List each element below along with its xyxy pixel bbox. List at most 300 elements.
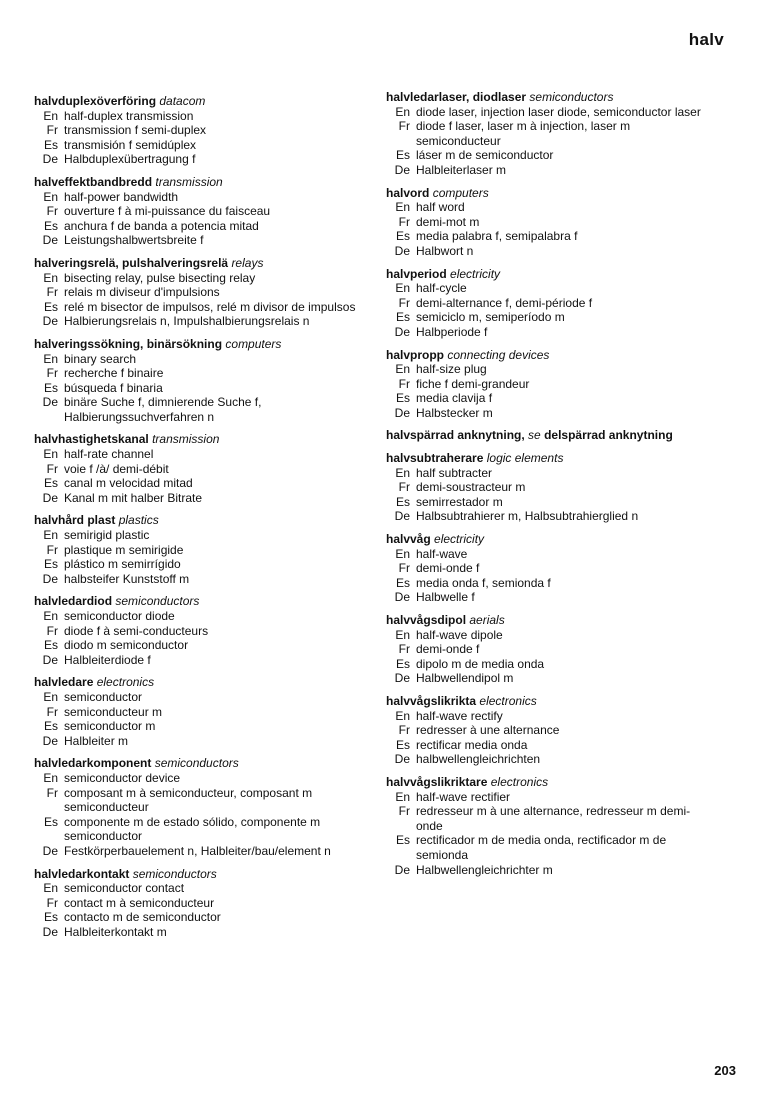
language-code: De [42, 843, 58, 858]
translation-line [34, 719, 364, 734]
language-code: De [42, 314, 58, 329]
translation-line [34, 381, 364, 396]
translation-text: Halbperiode f [416, 324, 488, 339]
translation-line [34, 624, 364, 639]
headword: halvperiod [386, 266, 447, 281]
entry-head [34, 594, 364, 609]
dictionary-entry [34, 175, 364, 248]
translation-line [386, 362, 706, 377]
translation-text: semirrestador m [416, 494, 503, 509]
translation-line [34, 881, 364, 896]
translation-text: relais m diviseur d'impulsions [64, 285, 220, 300]
translation-text: láser m de semiconductor [416, 148, 554, 163]
translation-text: semirigid plastic [64, 528, 150, 543]
translation-line [386, 723, 706, 738]
headword: halvvågslikrikta [386, 693, 477, 708]
headword: halvspärrad anknytning, [386, 428, 525, 443]
translation-text: half-rate channel [64, 447, 154, 462]
translation-text: transmisión f semidúplex [64, 137, 197, 152]
translation-text: anchura f de banda a potencia mitad [64, 218, 259, 233]
translation-text: Halbleiterlaser m [416, 162, 507, 177]
language-code: En [395, 104, 410, 119]
translation-line [34, 557, 364, 572]
language-code: Es [43, 638, 58, 653]
language-code: En [395, 281, 410, 296]
translation-line [34, 352, 364, 367]
translation-line [386, 200, 706, 215]
language-code: En [43, 689, 58, 704]
translation-text: halbsteifer Kunststoff m [64, 571, 190, 586]
translation-line [34, 395, 364, 424]
language-code: De [394, 509, 410, 524]
language-code: Fr [398, 295, 410, 310]
translation-text: Halbleiterkontakt m [64, 924, 167, 939]
entry-head [34, 432, 364, 447]
translation-line [34, 786, 364, 815]
translation-text: half-cycle [416, 281, 467, 296]
translation-text: bisecting relay, pulse bisecting relay [64, 270, 256, 285]
translation-text: semiconductor m [64, 719, 156, 734]
translation-text: Halbwellendipol m [416, 671, 514, 686]
translation-line [386, 105, 706, 120]
language-code: En [395, 465, 410, 480]
translation-text: semiconducteur m [64, 704, 163, 719]
translation-line [386, 406, 706, 421]
language-code: De [394, 243, 410, 258]
language-code: Fr [46, 895, 58, 910]
translation-text: redresseur m à une alternance, redresseur m demi-onde [416, 804, 691, 833]
translation-line [386, 833, 706, 862]
subject-domain: aerials [469, 613, 505, 627]
dictionary-entry [386, 267, 706, 340]
translation-text: fiche f demi-grandeur [416, 376, 530, 391]
translation-line [386, 229, 706, 244]
translation-line [386, 738, 706, 753]
translation-text: media palabra f, semipalabra f [416, 229, 578, 244]
translation-line [386, 709, 706, 724]
entry-head [386, 428, 706, 443]
subject-domain: electricity [434, 532, 485, 547]
language-code: De [42, 490, 58, 505]
language-code: Fr [46, 285, 58, 300]
entry-head [386, 613, 706, 628]
dictionary-entry [34, 94, 364, 167]
language-code: En [43, 770, 58, 785]
translation-text: half-wave dipole [416, 627, 503, 642]
dictionary-entry [34, 675, 364, 748]
translation-text: Halbduplexübertragung f [64, 152, 196, 167]
translation-line [386, 642, 706, 657]
translation-line [34, 314, 364, 329]
language-code: En [43, 108, 58, 123]
language-code: Es [43, 299, 58, 314]
crossref-word: se [528, 428, 541, 443]
language-code: En [43, 447, 58, 462]
dictionary-entry [386, 694, 706, 767]
dictionary-entry [386, 90, 706, 178]
translation-line [34, 285, 364, 300]
dictionary-entry [34, 867, 364, 940]
translation-line [34, 771, 364, 786]
subject-domain: relays [231, 255, 264, 270]
translation-line [34, 896, 364, 911]
entry-head [386, 186, 706, 201]
language-code: En [43, 351, 58, 366]
language-code: De [394, 862, 410, 877]
headword: halvledarkomponent [34, 756, 152, 771]
translation-line [34, 366, 364, 381]
translation-text: binary search [64, 351, 137, 366]
translation-text: rectificar media onda [416, 737, 528, 752]
dictionary-entry [386, 532, 706, 605]
translation-line [386, 119, 706, 148]
subject-domain: logic elements [486, 451, 564, 466]
translation-text: Leistungshalbwertsbreite f [64, 233, 204, 248]
language-code: En [395, 627, 410, 642]
translation-text: Halbleiter m [64, 733, 129, 748]
headword: halvvåg [386, 532, 431, 547]
translation-text: Halbleiterdiode f [64, 652, 151, 667]
translation-text: demi-onde f [416, 561, 480, 576]
translation-text: halbwellengleichrichten [416, 752, 541, 767]
translation-text: ouverture f à mi-puissance du faisceau [64, 204, 271, 219]
language-code: Fr [398, 214, 410, 229]
language-code: Fr [46, 704, 58, 719]
entry-head [386, 90, 706, 105]
translation-line [386, 466, 706, 481]
translation-text: composant m à semiconducteur, composant m semiconducteur [64, 785, 313, 815]
subject-domain: semiconductors [529, 90, 614, 104]
translation-text: voie f /à/ demi-débit [64, 461, 169, 476]
translation-text: Festkörperbauelement n, Halbleiter/bau/element n [64, 843, 331, 858]
language-code: En [395, 546, 410, 561]
translation-line [386, 281, 706, 296]
translation-line [34, 653, 364, 668]
headword: halvledare [34, 675, 94, 690]
headword: halvvågslikriktare [386, 774, 488, 789]
dictionary-column-left [34, 94, 364, 947]
translation-line [386, 391, 706, 406]
subject-domain: electronics [96, 675, 155, 690]
translation-line [386, 296, 706, 311]
translation-line [34, 690, 364, 705]
translation-line [34, 638, 364, 653]
language-code: De [394, 405, 410, 420]
subject-domain: datacom [159, 94, 206, 108]
translation-line [386, 244, 706, 259]
language-code: En [43, 881, 58, 896]
language-code: Es [395, 310, 410, 325]
subject-domain: connecting devices [447, 347, 550, 362]
translation-text: demi-alternance f, demi-période f [416, 295, 593, 310]
language-code: Fr [46, 623, 58, 638]
translation-text: semiconductor [64, 689, 143, 704]
language-code: Es [43, 137, 58, 152]
language-code: De [394, 162, 410, 177]
translation-line [386, 790, 706, 805]
language-code: En [395, 789, 410, 804]
translation-text: Halbierungsrelais n, Impulshalbierungsrelais n [64, 314, 310, 329]
headword: halvpropp [386, 347, 445, 362]
subject-domain: transmission [152, 432, 220, 447]
language-code: En [395, 200, 410, 215]
entry-head [34, 513, 364, 528]
headword: halveringsrelä, pulshalveringsrelä [34, 255, 229, 270]
language-code: En [43, 528, 58, 543]
dictionary-entry [34, 337, 364, 425]
language-code: En [43, 609, 58, 623]
language-code: De [42, 152, 58, 167]
language-code: En [395, 362, 410, 377]
translation-line [34, 925, 364, 940]
translation-line [386, 509, 706, 524]
translation-line [34, 271, 364, 286]
headword: halvledarkontakt [34, 866, 130, 881]
language-code: De [394, 324, 410, 339]
translation-line [386, 804, 706, 833]
subject-domain: plastics [118, 513, 159, 528]
dictionary-entry [386, 428, 706, 443]
translation-line [34, 543, 364, 558]
language-code: De [42, 395, 58, 410]
headword: halvord [386, 185, 430, 200]
translation-text: semiconductor contact [64, 881, 185, 896]
translation-line [386, 215, 706, 230]
translation-text: contacto m de semiconductor [64, 910, 221, 925]
translation-line [34, 844, 364, 859]
dictionary-entry [386, 613, 706, 686]
dictionary-entry [34, 594, 364, 667]
entry-head [34, 175, 364, 190]
entry-head [34, 337, 364, 352]
translation-line [386, 628, 706, 643]
translation-line [34, 572, 364, 587]
language-code: Fr [46, 542, 58, 557]
translation-text: media clavija f [416, 391, 493, 406]
translation-text: transmission f semi-duplex [64, 123, 207, 138]
translation-text: half-duplex transmission [64, 108, 194, 123]
translation-text: diodo m semiconductor [64, 638, 189, 653]
crossref-target: delspärrad anknytning [544, 428, 673, 443]
running-head: halv [688, 30, 724, 49]
language-code: Fr [46, 204, 58, 219]
language-code: Es [395, 494, 410, 509]
subject-domain: electronics [490, 774, 549, 789]
language-code: Es [395, 391, 410, 406]
translation-text: rectificador m de media onda, rectificador m de semionda [416, 833, 667, 862]
language-code: Fr [46, 785, 58, 800]
language-code: De [42, 924, 58, 939]
language-code: Fr [398, 642, 410, 657]
language-code: Es [395, 656, 410, 671]
language-code: Fr [46, 123, 58, 138]
language-code: Fr [46, 366, 58, 381]
translation-line [34, 152, 364, 167]
translation-line [34, 910, 364, 925]
translation-line [386, 576, 706, 591]
translation-line [386, 671, 706, 686]
subject-domain: transmission [155, 174, 223, 189]
translation-line [34, 190, 364, 205]
translation-line [34, 447, 364, 462]
entry-head [34, 867, 364, 882]
headword: halvduplexöverföring [34, 94, 157, 108]
translation-text: half-power bandwidth [64, 189, 179, 204]
subject-domain: computers [432, 185, 489, 200]
translation-line [34, 300, 364, 315]
translation-line [386, 480, 706, 495]
language-code: Es [395, 575, 410, 590]
subject-domain: semiconductors [154, 756, 239, 771]
translation-text: redresser à une alternance [416, 723, 560, 738]
language-code: Es [43, 218, 58, 233]
language-code: Fr [398, 723, 410, 738]
language-code: Es [43, 814, 58, 829]
translation-text: Halbwellengleichrichter m [416, 862, 553, 877]
translation-text: half-wave rectifier [416, 789, 511, 804]
translation-line [34, 204, 364, 219]
translation-text: demi-onde f [416, 642, 480, 657]
headword: halvhastighetskanal [34, 432, 149, 447]
headword: halveringssökning, binärsökning [34, 336, 223, 351]
translation-text: half-wave [416, 546, 468, 561]
translation-text: plástico m semirrígido [64, 557, 181, 572]
translation-text: half-size plug [416, 362, 487, 377]
language-code: De [394, 671, 410, 686]
translation-line [386, 495, 706, 510]
translation-text: Halbwort n [416, 243, 474, 258]
subject-domain: semiconductors [115, 594, 200, 609]
translation-line [34, 233, 364, 248]
translation-line [386, 752, 706, 767]
dictionary-entry [34, 432, 364, 505]
translation-text: semiconductor device [64, 770, 181, 785]
translation-line [386, 863, 706, 878]
translation-line [386, 561, 706, 576]
subject-domain: electronics [479, 693, 537, 708]
language-code: Fr [398, 376, 410, 391]
entry-head [34, 675, 364, 690]
language-code: Es [43, 557, 58, 572]
language-code: Fr [398, 119, 410, 134]
language-code: Es [395, 737, 410, 752]
translation-text: plastique m semirigide [64, 542, 184, 557]
language-code: Es [395, 229, 410, 244]
translation-text: recherche f binaire [64, 366, 164, 381]
language-code: En [43, 270, 58, 285]
translation-text: relé m bisector de impulsos, relé m divisor de impulsos [64, 299, 356, 314]
translation-text: Halbsubtrahierer m, Halbsubtrahierglied n [416, 509, 639, 524]
language-code: Fr [398, 480, 410, 495]
entry-head [34, 256, 364, 271]
translation-line [386, 163, 706, 178]
headword: halvhård plast [34, 513, 116, 528]
translation-text: Halbwelle f [416, 590, 475, 605]
translation-text: dipolo m de media onda [416, 656, 545, 671]
language-code: Es [43, 719, 58, 734]
translation-line [34, 705, 364, 720]
headword: halvsubtraherare [386, 451, 484, 466]
dictionary-entry [34, 256, 364, 329]
translation-line [386, 310, 706, 325]
dictionary-entry [386, 186, 706, 259]
translation-line [386, 547, 706, 562]
translation-line [386, 657, 706, 672]
headword: halvledarlaser, diodlaser [386, 90, 527, 104]
translation-line [34, 462, 364, 477]
language-code: Es [43, 476, 58, 491]
language-code: Es [395, 148, 410, 163]
headword: halvvågsdipol [386, 613, 467, 627]
translation-text: contact m à semiconducteur [64, 895, 215, 910]
translation-line [386, 148, 706, 163]
translation-text: demi-mot m [416, 214, 480, 229]
translation-text: diode laser, injection laser diode, semiconductor laser [416, 104, 701, 119]
entry-head [386, 267, 706, 282]
entry-head [34, 756, 364, 771]
translation-text: Halbstecker m [416, 405, 493, 420]
language-code: De [394, 752, 410, 767]
translation-line [34, 109, 364, 124]
translation-text: canal m velocidad mitad [64, 476, 193, 491]
translation-text: half-wave rectify [416, 708, 503, 723]
page-number: 203 [714, 1063, 736, 1078]
language-code: En [395, 708, 410, 723]
translation-line [34, 219, 364, 234]
language-code: Fr [398, 561, 410, 576]
translation-text: componente m de estado sólido, componente m semiconductor [64, 814, 321, 844]
translation-line [34, 609, 364, 624]
subject-domain: computers [225, 336, 282, 351]
translation-line [34, 734, 364, 749]
language-code: Fr [46, 461, 58, 476]
translation-text: half word [416, 200, 465, 215]
translation-line [34, 815, 364, 844]
translation-text: Kanal m mit halber Bitrate [64, 490, 203, 505]
entry-head [386, 348, 706, 363]
language-code: En [43, 189, 58, 204]
translation-text: búsqueda f binaria [64, 380, 163, 395]
subject-domain: semiconductors [132, 866, 217, 881]
language-code: De [42, 652, 58, 667]
language-code: De [42, 233, 58, 248]
language-code: De [42, 733, 58, 748]
language-code: Es [43, 380, 58, 395]
translation-text: binäre Suche f, dimnierende Suche f, Halbierungssuchverfahren n [64, 395, 262, 424]
translation-text: semiconductor diode [64, 609, 175, 623]
translation-text: media onda f, semionda f [416, 575, 551, 590]
translation-line [34, 491, 364, 506]
translation-line [34, 528, 364, 543]
entry-head [34, 94, 364, 109]
language-code: De [42, 571, 58, 586]
translation-line [34, 123, 364, 138]
subject-domain: electricity [450, 266, 501, 281]
translation-line [34, 138, 364, 153]
language-code: Es [43, 910, 58, 925]
translation-text: semiciclo m, semiperíodo m [416, 310, 565, 325]
dictionary-entry [34, 756, 364, 858]
entry-head [386, 694, 706, 709]
entry-head [386, 775, 706, 790]
translation-line [386, 325, 706, 340]
dictionary-entry [386, 775, 706, 877]
dictionary-entry [34, 513, 364, 586]
translation-line [386, 590, 706, 605]
language-code: Es [395, 833, 410, 848]
dictionary-column-right [386, 90, 706, 885]
headword: halveffektbandbredd [34, 174, 153, 189]
